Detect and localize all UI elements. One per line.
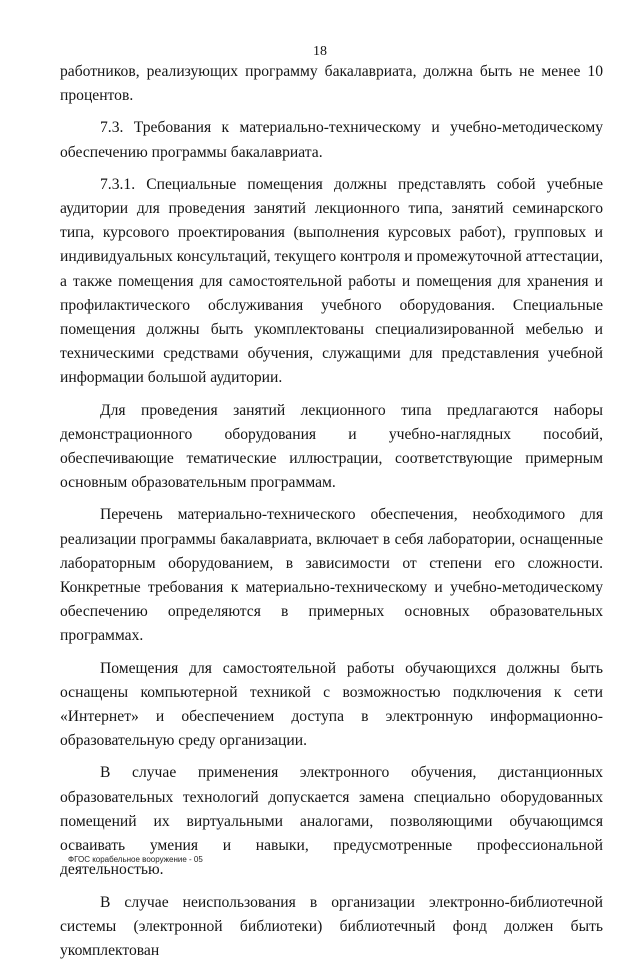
paragraph-library: В случае неиспользования в организации электронно-библиотечной системы (электронной библиотеки) библиотечный фонд должен быть укомплектован [60,891,603,963]
page-number: 18 [0,44,640,60]
paragraph-e-learning: В случае применения электронного обучения, дистанционных образовательных технологий допускается замена специально оборудованных помещений их виртуальными аналогами, позволяющими обучающимся осваивать умения и навыки, предусмотренные профессиональной деятельностью. [60,761,603,882]
paragraph-self-study-rooms: Помещения для самостоятельной работы обучающихся должны быть оснащены компьютерной техникой с возможностью подключения к сети «Интернет» и обеспечением доступа в электронную информационно-образовательную среду организации. [60,657,603,754]
paragraph-material-support: Перечень материально-технического обеспечения, необходимого для реализации программы бакалавриата, включает в себя лаборатории, оснащенные лабораторным оборудованием, в зависимости от степени его сложности. Конкретные требования к материально-техническому и учебно-методическому обеспечению определяются в примерных основных образовательных программах. [60,503,603,648]
paragraph-lecture-equipment: Для проведения занятий лекционного типа предлагаются наборы демонстрационного оборудования и учебно-наглядных пособий, обеспечивающие тематические иллюстрации, соответствующие примерным основным образовательным программам. [60,399,603,496]
footer-note: ФГОС корабельное вооружение - 05 [68,855,203,864]
paragraph-continuation: работников, реализующих программу бакалавриата, должна быть не менее 10 процентов. [60,60,603,108]
paragraph-7-3-1: 7.3.1. Специальные помещения должны представлять собой учебные аудитории для проведения занятий лекционного типа, занятий семинарского типа, курсового проектирования (выполнения курсовых работ), групповых и индивидуальных консультаций, текущего контроля и промежуточной аттестации, а также помещения для самостоятельной работы и помещения для хранения и профилактического обслуживания учебного оборудования. Специальные помещения должны быть укомплектованы специализированной мебелью и техническими средствами обучения, служащими для представления учебной информации большой аудитории. [60,173,603,391]
section-heading-7-3: 7.3. Требования к материально-техническому и учебно-методическому обеспечению программы бакалавриата. [60,116,603,164]
document-body [60,60,603,963]
